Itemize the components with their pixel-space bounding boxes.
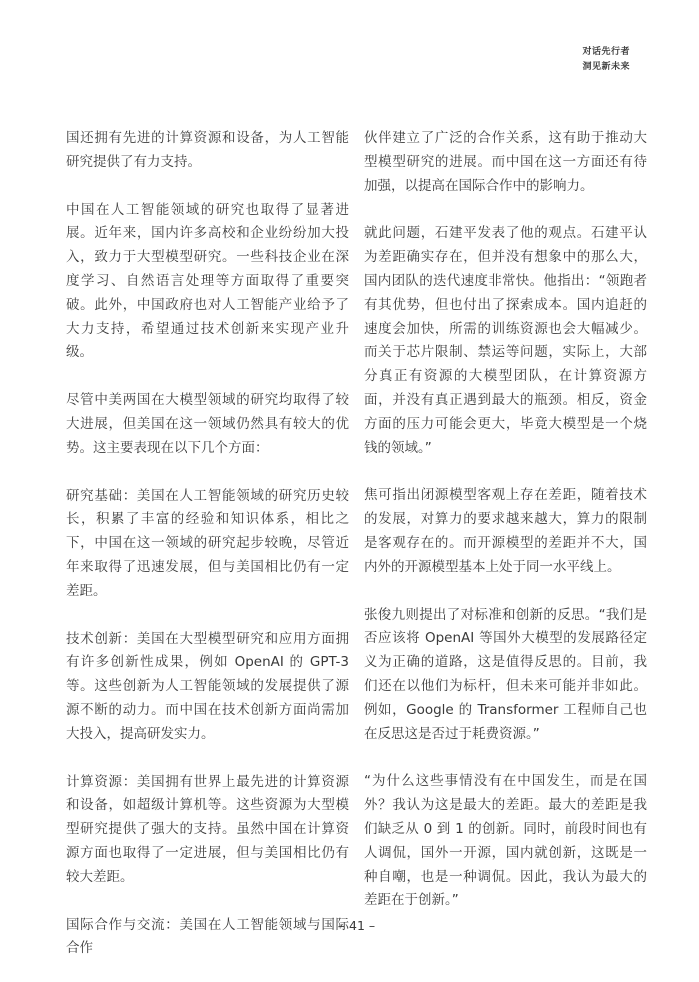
paragraph: 就此问题，石建平发表了他的观点。石建平认为差距确实存在，但并没有想象中的那么大，国内团队的迭代速度非常快。他指出：“领跑者有其优势，但也付出了探索成本。国内追赶的速度会加快，所需的训练资源也会大幅减少。而关于芯片限制、禁运等问题，实际上，大部分真正有资源的大模型团队，在计算资源方面，并没有真正遇到最大的瓶颈。相反，资金方面的压力可能会更大，毕竟大模型是一个烧钱的领域。” [364, 225, 647, 456]
paragraph: 尽管中美两国在大模型领域的研究均取得了较大进展，但美国在这一领域仍然具有较大的优势。这主要表现在以下几个方面： [66, 392, 349, 456]
left-column [66, 127, 349, 961]
paragraph: 伙伴建立了广泛的合作关系，这有助于推动大型模型研究的进展。而中国在这一方面还有待加强，以提高在国际合作中的影响力。 [364, 130, 647, 194]
paragraph: 计算资源：美国拥有世界上最先进的计算资源和设备，如超级计算机等。这些资源为大型模型研究提供了强大的支持。虽然中国在计算资源方面也取得了一定进展，但与美国相比仍有较大差距。 [66, 773, 349, 885]
page-number: – 41 – [338, 918, 376, 933]
paragraph: 张俊九则提出了对标准和创新的反思。“我们是否应该将 OpenAI 等国外大模型的发展路径定义为正确的道路，这是值得反思的。目前，我们还在以他们为标杆，但未来可能并非如此。例如，Google 的 Transformer 工程师自己也在反思这是否过于耗费资源。” [364, 606, 647, 742]
page-body [66, 127, 648, 961]
page-header [582, 45, 630, 75]
header-line-1: 对话先行者 [582, 47, 630, 57]
paragraph: 技术创新：美国在大型模型研究和应用方面拥有许多创新性成果，例如 OpenAI 的 GPT-3 等。这些创新为人工智能领域的发展提供了源源不断的动力。而中国在技术创新方面尚需加大投入，提高研发实力。 [66, 630, 349, 742]
paragraph: 国际合作与交流：美国在人工智能领域与国际合作 [66, 916, 349, 957]
paragraph: 研究基础：美国在人工智能领域的研究历史较长，积累了丰富的经验和知识体系，相比之下，中国在这一领域的研究起步较晚，尽管近年来取得了迅速发展，但与美国相比仍有一定差距。 [66, 487, 349, 599]
paragraph: 国还拥有先进的计算资源和设备，为人工智能研究提供了有力支持。 [66, 130, 349, 170]
paragraph: “为什么这些事情没有在中国发生，而是在国外？我认为这是最大的差距。最大的差距是我们缺乏从 0 到 1 的创新。同时，前段时间也有人调侃，国外一开源，国内就创新，这既是一种自嘲，也是一种调侃。因此，我认为最大的差距在于创新。” [364, 773, 647, 909]
paragraph: 焦可指出闭源模型客观上存在差距，随着技术的发展，对算力的要求越来越大，算力的限制是客观存在的。而开源模型的差距并不大，国内外的开源模型基本上处于同一水平线上。 [364, 487, 647, 575]
header-line-2: 洞见新未来 [582, 62, 630, 72]
paragraph: 中国在人工智能领域的研究也取得了显著进展。近年来，国内许多高校和企业纷纷加大投入，致力于大型模型研究。一些科技企业在深度学习、自然语言处理等方面取得了重要突破。此外，中国政府也对人工智能产业给予了大力支持，希望通过技术创新来实现产业升级。 [66, 201, 349, 361]
right-column [364, 127, 647, 961]
